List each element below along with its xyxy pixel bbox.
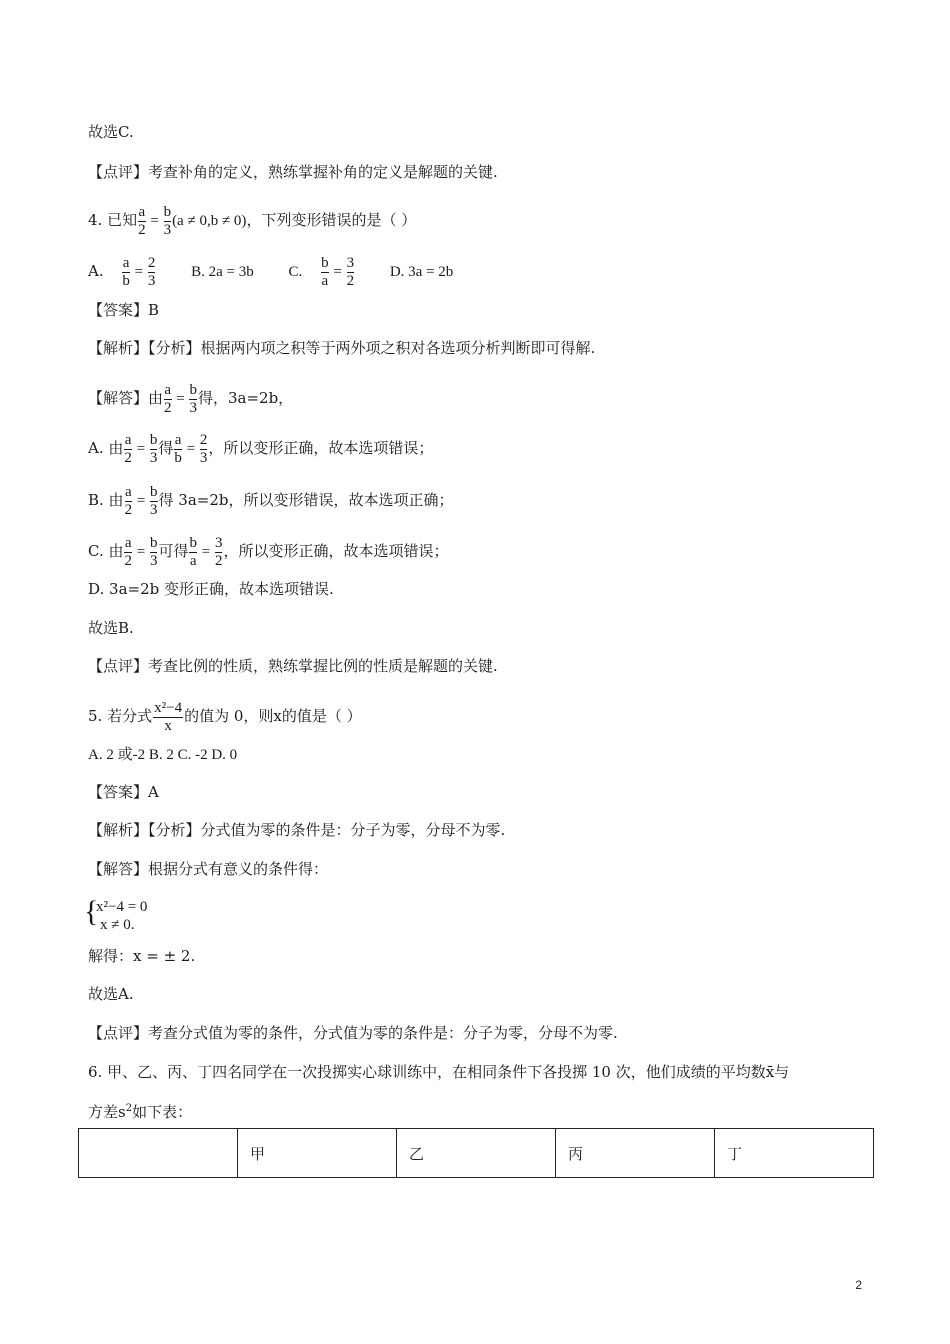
solution-c-suffix: ，所以变形正确，故本选项错误； [223, 542, 449, 560]
fraction: $\frac{2}{3}$ [199, 432, 208, 466]
page-number: 2 [855, 1278, 862, 1292]
solution-a: A. 由 $\frac{a}{2}$ = $\frac{b}{3}$ 得 $\frac{a}{b}$ = $\frac{2}{3}$ ，所以变形正确，故本选项错误； [88, 432, 434, 466]
solution-5: 【解答】根据分式有意义的条件得： [88, 860, 329, 878]
table-cell: 乙 [397, 1129, 556, 1178]
fraction: $\frac{a}{2}$ [124, 535, 132, 569]
result-line: 解得：x = ± 2. [88, 947, 196, 965]
fraction: $\frac{b}{3}$ [150, 484, 158, 518]
analysis-4: 【解析】【分析】根据两内项之积等于两外项之积对各选项分析判断即可得解. [88, 339, 596, 357]
answer-5: 【答案】A [88, 783, 159, 801]
q5-prefix: 5. 若分式 [88, 707, 153, 725]
fraction: $\frac{b}{3}$ [149, 432, 158, 466]
system-line-1: x²−4 = 0 [96, 899, 148, 915]
fraction: $\frac{a}{2}$ [124, 432, 132, 466]
option-c-label: C. [288, 264, 303, 280]
question-4: 4. 已知 $\frac{a}{2}$ = $\frac{b}{3}$ (a ≠ 0,b ≠ 0)，下列变形错误的是（ ） [88, 204, 417, 238]
solution-suffix: 得，3a=2b， [197, 389, 294, 407]
data-table [78, 1128, 874, 1178]
superscript: 2 [125, 1103, 133, 1114]
fraction: $\frac{a}{2}$ [138, 204, 146, 238]
solution-c: C. 由 $\frac{a}{2}$ = $\frac{b}{3}$ 可得 $\frac{b}{a}$ = $\frac{3}{2}$ ，所以变形正确，故本选项错误； [88, 535, 449, 569]
text-line: 故选B. [88, 619, 134, 637]
solution-b-suffix: 得 3a=2b，所以变形错误，故本选项正确； [158, 491, 454, 509]
q4-prefix: 4. 已知 [88, 211, 138, 229]
table-cell: 丁 [715, 1129, 874, 1178]
fraction: $\frac{b}{a}$ [189, 535, 197, 569]
option-b: B. 2a = 3b [191, 264, 254, 280]
solution-4: 【解答】由 $\frac{a}{2}$ = $\frac{b}{3}$ 得，3a=2b， [88, 382, 294, 416]
solution-prefix: 【解答】由 [88, 389, 164, 407]
fraction: $\frac{b}{3}$ [149, 535, 158, 569]
question-6-line-2 [88, 1099, 192, 1122]
q6-prefix: 方差s [88, 1103, 126, 1121]
answer-4: 【答案】B [88, 301, 160, 319]
table-cell: 丙 [556, 1129, 715, 1178]
fraction: $\frac{a}{b}$ [174, 432, 182, 466]
text-line: 故选A. [88, 985, 134, 1003]
solution-b-prefix: B. 由 [88, 491, 124, 509]
solution-c-mid: 可得 [158, 542, 189, 560]
q4-options: A. $\frac{a}{b}$ = $\frac{2}{3}$ B. 2a = 3b C. $\frac{b}{a}$ = $\frac{3}{2}$ D. 3a = 2b [88, 255, 454, 289]
analysis-5: 【解析】【分析】分式值为零的条件是：分子为零，分母不为零. [88, 821, 506, 839]
fraction: $\frac{a}{b}$ [122, 255, 130, 289]
fraction: $\frac{3}{2}$ [346, 255, 355, 289]
fraction: $\frac{\text{x²−4}}{x}$ [154, 700, 183, 734]
option-a-label: A. [88, 262, 104, 280]
solution-d: D. 3a=2b 变形正确，故本选项错误. [88, 580, 334, 598]
review-note: 【点评】考查比例的性质，熟练掌握比例的性质是解题的关键. [88, 657, 498, 675]
table-cell: 甲 [238, 1129, 397, 1178]
review-note: 【点评】考查补角的定义，熟练掌握补角的定义是解题的关键. [88, 163, 498, 181]
q4-suffix: ，下列变形错误的是（ ） [246, 211, 417, 229]
table-row [79, 1129, 874, 1178]
fraction: $\frac{2}{3}$ [147, 255, 156, 289]
fraction: $\frac{b}{3}$ [189, 382, 197, 416]
solution-a-mid: 得 [158, 439, 174, 457]
table-cell [79, 1129, 238, 1178]
review-note: 【点评】考查分式值为零的条件，分式值为零的条件是：分子为零，分母不为零. [88, 1024, 618, 1042]
q5-suffix: 的值为 0，则x的值是（ ） [184, 707, 362, 725]
q5-options: A. 2 或-2 B. 2 C. -2 D. 0 [88, 747, 238, 763]
system-line-2: x ≠ 0. [100, 917, 135, 933]
solution-b: B. 由 $\frac{a}{2}$ = $\frac{b}{3}$ 得 3a=2b，所以变形错误，故本选项正确； [88, 484, 454, 518]
fraction: $\frac{3}{2}$ [214, 535, 223, 569]
solution-c-prefix: C. 由 [88, 542, 124, 560]
solution-a-suffix: ，所以变形正确，故本选项错误； [208, 439, 434, 457]
question-6-line-1: 6. 甲、乙、丙、丁四名同学在一次投掷实心球训练中，在相同条件下各投掷 10 次，他们成绩的平均数x̄与 [88, 1063, 790, 1081]
fraction: $\frac{b}{3}$ [163, 204, 172, 238]
question-5 [88, 700, 362, 734]
fraction: $\frac{b}{a}$ [321, 255, 329, 289]
text-line: 故选C. [88, 123, 134, 141]
fraction: $\frac{a}{2}$ [164, 382, 172, 416]
solution-a-prefix: A. 由 [88, 439, 124, 457]
q4-condition: (a ≠ 0,b ≠ 0) [172, 213, 247, 229]
brace-symbol: { [84, 895, 99, 928]
option-d: D. 3a = 2b [389, 264, 454, 280]
fraction: $\frac{a}{2}$ [124, 484, 133, 518]
q6-suffix: 如下表： [132, 1103, 193, 1121]
